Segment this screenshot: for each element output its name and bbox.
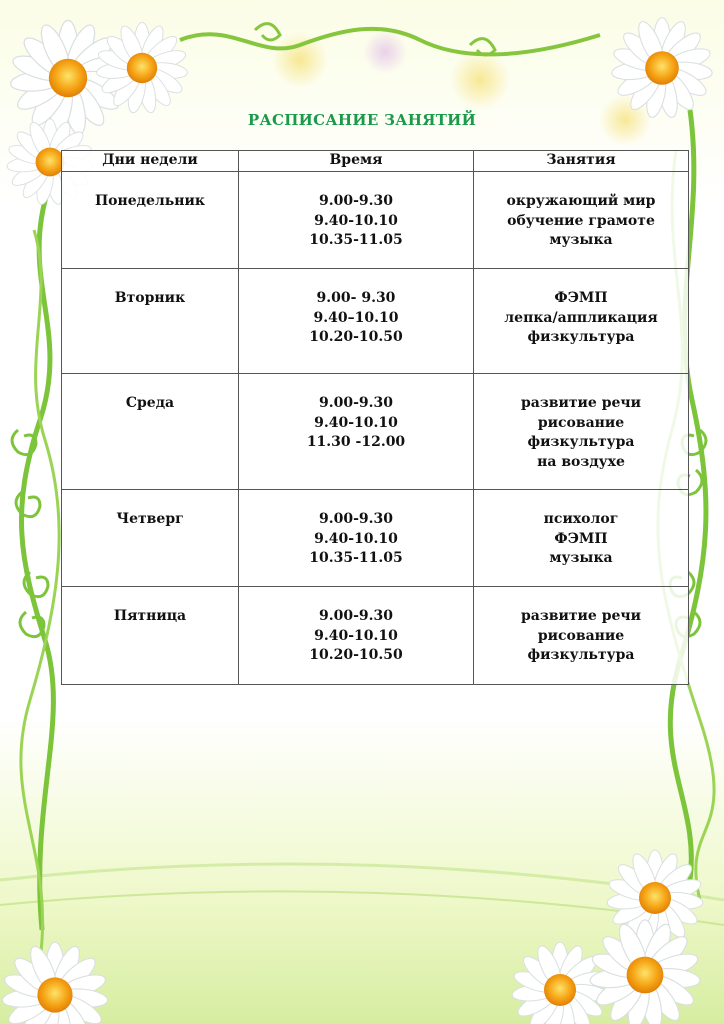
day-cell xyxy=(62,172,239,269)
day-cell xyxy=(62,374,239,490)
cell-line: лепка/аппликация xyxy=(504,309,658,326)
cell-line: 9.40-10.10 xyxy=(314,530,398,547)
time-cell xyxy=(239,587,474,685)
cell-line: на воздухе xyxy=(537,453,625,470)
cell-line: развитие речи xyxy=(520,395,642,411)
cell-line: развитие речи xyxy=(520,608,642,624)
cell-line: ФЭМП xyxy=(554,290,608,306)
schedule-table xyxy=(61,150,689,685)
cell-line: Пятница xyxy=(113,608,187,624)
cell-line: Понедельник xyxy=(94,193,206,209)
table-row xyxy=(62,374,689,490)
cell-line: 9.40–10.10 xyxy=(313,309,399,326)
cell-line: музыка xyxy=(549,550,613,566)
table-row xyxy=(62,587,689,685)
time-cell xyxy=(239,172,474,269)
cell-line: 10.35-11.05 xyxy=(309,550,403,566)
cell-line: Вторник xyxy=(114,290,186,306)
header-days: Дни недели xyxy=(62,151,239,172)
cell-line: физкультура xyxy=(527,329,635,345)
cell-line: ФЭМП xyxy=(554,530,608,547)
page-title: РАСПИСАНИЕ ЗАНЯТИЙ xyxy=(247,111,477,129)
cell-line: Среда xyxy=(125,395,175,411)
day-cell xyxy=(62,269,239,374)
cell-line: 9.00-9.30 xyxy=(318,193,393,209)
cell-line: рисование xyxy=(537,627,625,644)
table-row xyxy=(62,172,689,269)
cell-line: окружающий мир xyxy=(506,193,656,209)
table-row xyxy=(62,490,689,587)
cell-line: 9.00-9.30 xyxy=(318,511,393,527)
cell-line: обучение грамоте xyxy=(507,212,655,229)
header-activities: Занятия xyxy=(474,151,689,172)
cell-line: 10.35-11.05 xyxy=(309,232,403,248)
cell-line: 9.40-10.10 xyxy=(314,627,398,644)
cell-line: рисование xyxy=(537,414,625,431)
cell-line: 9.00-9.30 xyxy=(318,395,393,411)
table-row xyxy=(62,269,689,374)
time-cell xyxy=(239,374,474,490)
activities-cell xyxy=(474,374,689,490)
cell-line: 10.20-10.50 xyxy=(309,329,403,345)
day-cell xyxy=(62,587,239,685)
activities-cell xyxy=(474,269,689,374)
cell-line: 9.40-10.10 xyxy=(314,414,398,431)
cell-line: Четверг xyxy=(116,511,184,527)
cell-line: физкультура xyxy=(527,434,635,450)
cell-line: 9.00- 9.30 xyxy=(316,290,396,306)
cell-line: 9.00-9.30 xyxy=(318,608,393,624)
time-cell xyxy=(239,490,474,587)
cell-line: 10.20-10.50 xyxy=(309,647,403,663)
activities-cell xyxy=(474,490,689,587)
header-time: Время xyxy=(239,151,474,172)
activities-cell xyxy=(474,587,689,685)
time-cell xyxy=(239,269,474,374)
cell-line: психолог xyxy=(543,511,619,527)
table-header-row xyxy=(62,151,689,172)
cell-line: физкультура xyxy=(527,647,635,663)
activities-cell xyxy=(474,172,689,269)
cell-line: музыка xyxy=(549,232,613,248)
day-cell xyxy=(62,490,239,587)
cell-line: 11.30 -12.00 xyxy=(306,434,406,450)
cell-line: 9.40-10.10 xyxy=(314,212,398,229)
